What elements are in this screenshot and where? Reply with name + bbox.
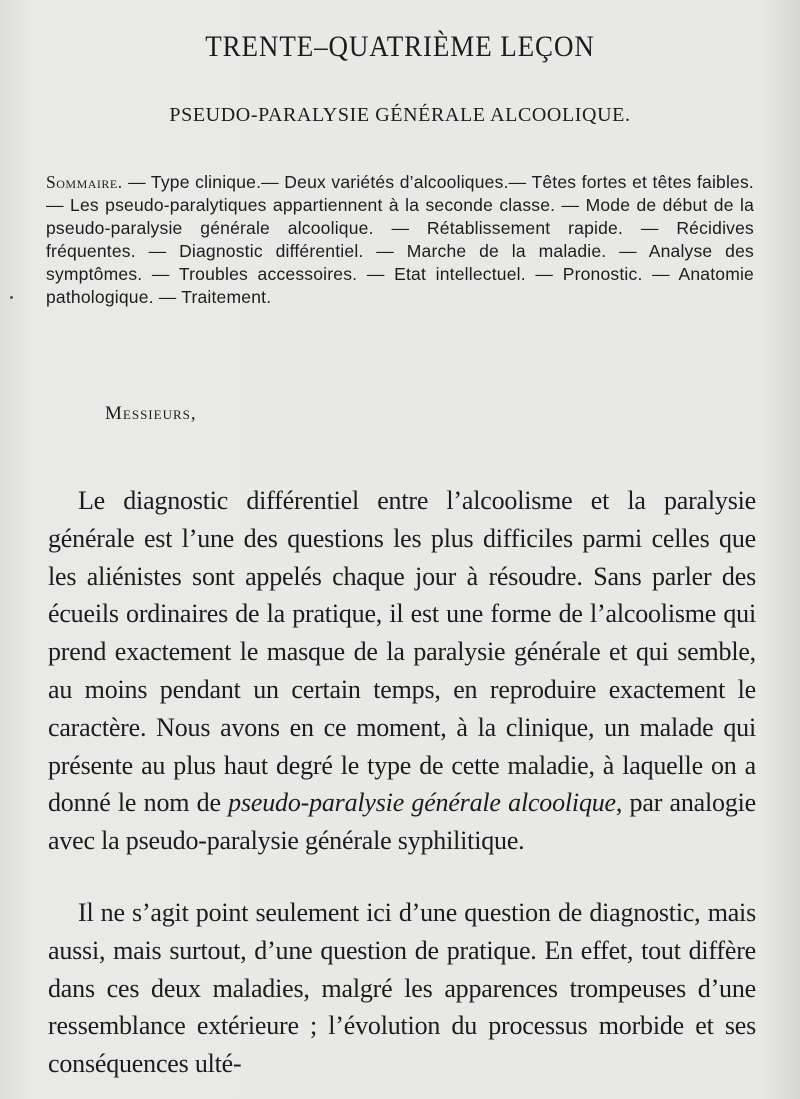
chapter-summary — [46, 171, 754, 309]
summary-label: Sommaire. — [46, 172, 123, 192]
chapter-title: TRENTE–QUATRIÈME LEÇON — [205, 30, 595, 63]
paragraph-1-before: Le diagnostic différentiel entre l’alcoolisme et la paralysie générale est l’une des questions les plus difficiles parmi celles que les aliénistes sont appelés chaque jour à résoudre. Sans parler des écueils ordinaires de la pratique, il est une forme de l’alcoolisme qui prend exactement le masque de la paralysie générale et qui semble, au moins pendant un certain temps, en reproduire exactement le caractère. Nous avons en ce moment, à la clinique, un malade qui présente au plus haut degré le type de cette maladie, à laquelle on a donné le nom de — [48, 486, 756, 818]
summary-text: — Type clinique.— Deux variétés d’alcooliques.— Têtes fortes et têtes faibles. — Les pseudo-paralytiques appartiennent à la seconde classe. — Mode de début de la pseudo-paralysie générale alcoolique. — Rétablissement rapide. — Récidives fréquentes. — Diagnostic différentiel. — Marche de la maladie. — Analyse des symptômes. — Troubles accessoires. — Etat intellectuel. — Pronostic. — Anatomie pathologique. — Traitement. — [46, 172, 754, 307]
paragraph-1-emphasis: pseudo-paralysie générale alcoolique — [228, 788, 616, 818]
paragraph-2: Il ne s’agit point seulement ici d’une question de diagnostic, mais aussi, mais surtout, d’une question de pratique. En effet, tout diffère dans ces deux maladies, malgré les apparences trompeuses d’une ressemblance extérieure ; l’évolution du processus morbide et ses conséquences ulté- — [48, 898, 756, 1079]
paragraph-1 — [48, 482, 756, 860]
paragraph-1-after: , par analogie avec la pseudo-paralysie générale syphilitique. — [48, 788, 756, 856]
chapter-subtitle: PSEUDO-PARALYSIE GÉNÉRALE ALCOOLIQUE. — [169, 104, 631, 126]
salutation: Messieurs, — [105, 403, 197, 424]
page-speck — [10, 296, 13, 299]
